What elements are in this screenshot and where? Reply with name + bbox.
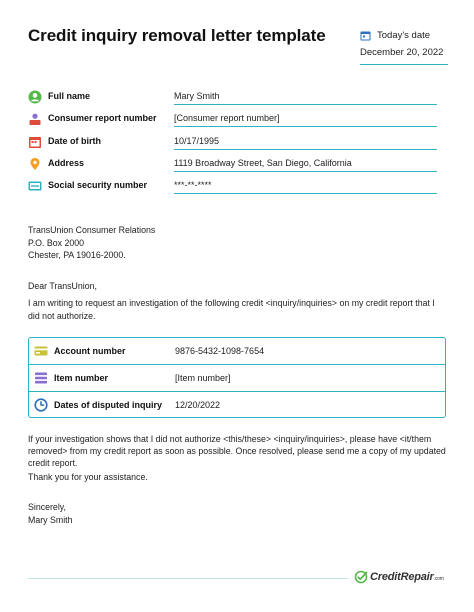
closing-salutation: Sincerely, — [28, 502, 66, 512]
social-security-number-field[interactable]: ***-**-**** — [174, 177, 437, 194]
account-number-row — [29, 338, 445, 365]
date-of-birth-label: Date of birth — [48, 135, 101, 146]
disputed-inquiry-date-field[interactable]: 12/20/2022 — [175, 400, 221, 410]
todays-date-block — [360, 30, 448, 65]
address-field[interactable]: 1119 Broadway Street, San Diego, California — [174, 155, 437, 172]
footer-divider — [28, 578, 348, 579]
item-number-row — [29, 365, 445, 392]
field-consumer-report-number — [28, 110, 437, 132]
consumer-report-number-label: Consumer report number — [48, 113, 157, 124]
item-number-field[interactable]: [Item number] — [175, 373, 231, 383]
full-name-label: Full name — [48, 91, 91, 101]
checkmark-logo-icon — [354, 570, 368, 584]
recipient-address — [28, 224, 155, 262]
id-badge-icon — [28, 112, 42, 126]
recipient-line-2: P.O. Box 2000 — [28, 237, 85, 248]
field-date-of-birth — [28, 133, 437, 155]
recipient-line-3: Chester, PA 19016-2000. — [28, 250, 126, 261]
disputed-inquiry-date-label: Dates of disputed inquiry — [54, 400, 163, 410]
item-number-label: Item number — [54, 373, 109, 383]
clock-icon — [34, 398, 48, 412]
field-address — [28, 155, 437, 177]
field-social-security-number — [28, 177, 437, 199]
calendar-date-icon — [360, 30, 371, 41]
todays-date-label: Today's date — [377, 30, 431, 41]
person-icon — [28, 90, 42, 104]
todays-date-value[interactable]: December 20, 2022 — [360, 47, 448, 65]
card-icon — [28, 179, 42, 193]
creditrepair-logo — [354, 570, 444, 584]
letter-greeting: Dear TransUnion, — [28, 281, 97, 291]
signature-name: Mary Smith — [28, 515, 73, 525]
logo-wordmark: CreditRepair — [370, 571, 434, 583]
letter-followup: If your investigation shows that I did not authorize <this/these> <inquiry/inquiries>, please have <it/them removed> from my credit report as soon as possible. Once resolved, please send me a copy of my updated credit report. — [28, 434, 446, 469]
letter-closing — [28, 501, 72, 527]
letter-thanks: Thank you for your assistance. — [28, 472, 148, 482]
page-title: Credit inquiry removal letter template — [28, 26, 326, 45]
field-full-name — [28, 88, 437, 110]
date-of-birth-field[interactable]: 10/17/1995 — [174, 133, 437, 150]
consumer-report-number-field[interactable]: [Consumer report number] — [174, 110, 437, 127]
list-icon — [34, 371, 48, 385]
calendar-icon — [28, 135, 42, 149]
address-label: Address — [48, 157, 85, 168]
recipient-line-1: TransUnion Consumer Relations — [28, 225, 156, 235]
account-details-box — [28, 337, 446, 418]
account-number-label: Account number — [54, 346, 126, 356]
full-name-field[interactable]: Mary Smith — [174, 88, 437, 105]
disputed-inquiry-date-row — [29, 392, 445, 419]
social-security-number-label: Social security number — [48, 180, 148, 191]
letter-intro: I am writing to request an investigation of the following credit <inquiry/inquiries> on my credit report that I did not authorize. — [28, 298, 435, 321]
location-pin-icon — [28, 157, 42, 171]
account-number-field[interactable]: 9876-5432-1098-7654 — [175, 346, 265, 356]
personal-info-fields — [28, 88, 437, 199]
credit-card-icon — [34, 344, 48, 358]
logo-suffix: .com — [433, 576, 444, 582]
